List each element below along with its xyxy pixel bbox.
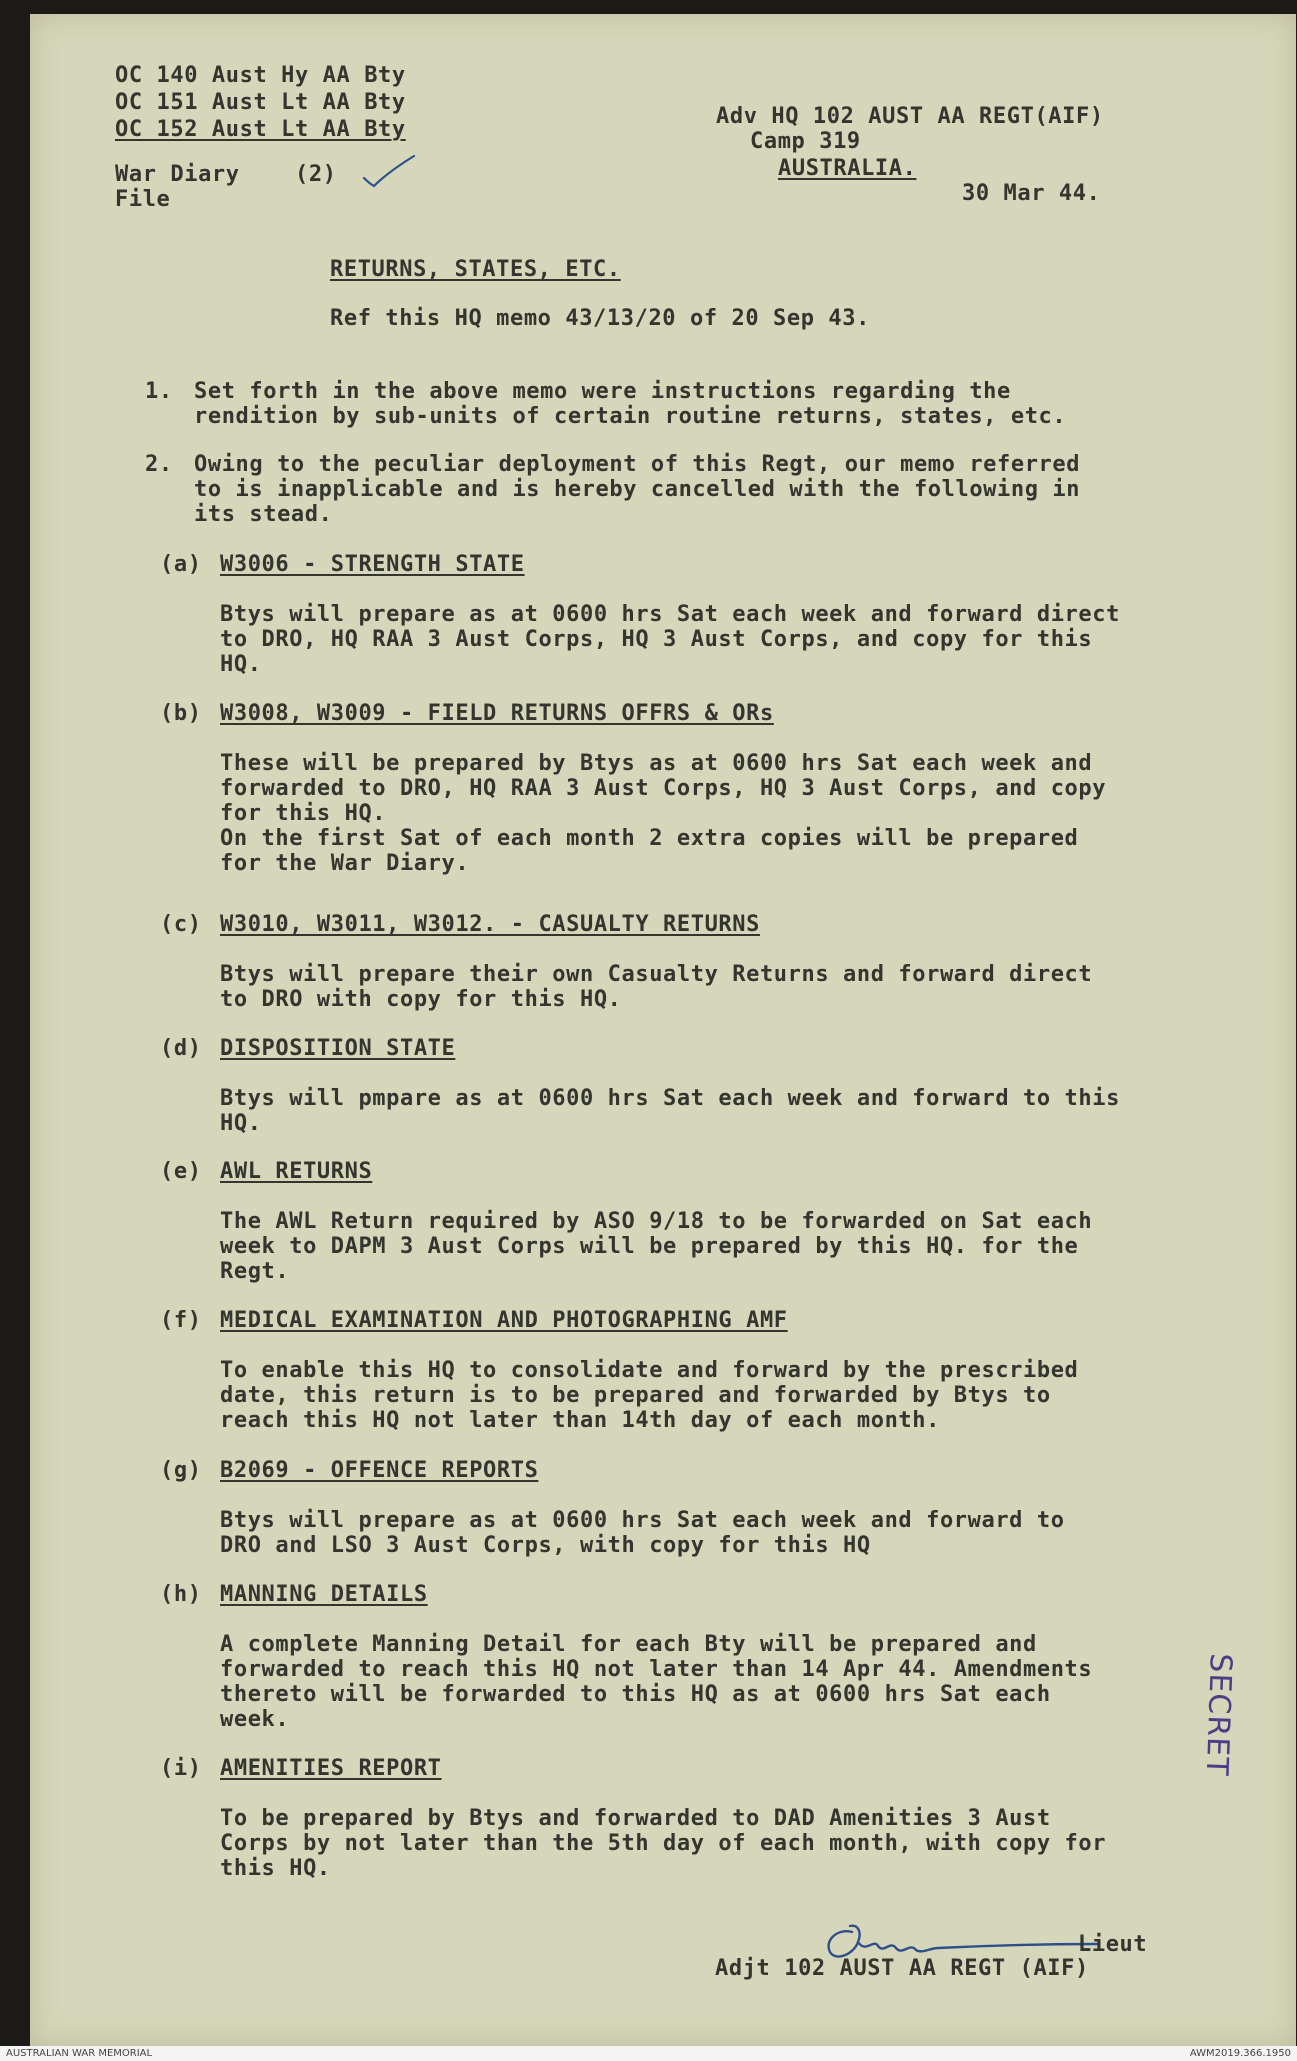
item-e-body xyxy=(220,1209,1092,1284)
document-page xyxy=(30,14,1296,2046)
sender-country: AUSTRALIA. xyxy=(778,156,917,181)
para-1-text xyxy=(194,379,1066,429)
item-a-line: to DRO, HQ RAA 3 Aust Corps, HQ 3 Aust Corps, and copy for this xyxy=(220,627,1093,652)
para-2-line: to is inapplicable and is hereby cancelled with the following in xyxy=(194,477,1081,502)
item-i-line: this HQ. xyxy=(220,1856,331,1881)
item-h-line: forwarded to reach this HQ not later than 14 Apr 44. Amendments xyxy=(220,1657,1093,1682)
item-i-line: Corps by not later than the 5th day of each month, with copy for xyxy=(220,1831,1107,1856)
sender-camp: Camp 319 xyxy=(750,129,861,154)
item-e-line: week to DAPM 3 Aust Corps will be prepared by this HQ. for the xyxy=(220,1234,1079,1259)
item-g-heading: B2069 - OFFENCE REPORTS xyxy=(220,1458,539,1483)
handwritten-check-icon xyxy=(360,152,420,192)
item-i-body xyxy=(220,1806,1106,1881)
sender-unit: Adv HQ 102 AUST AA REGT(AIF) xyxy=(716,104,1104,129)
item-h-line: thereto will be forwarded to this HQ as at 0600 hrs Sat each xyxy=(220,1682,1051,1707)
para-2-number: 2. xyxy=(145,452,173,477)
item-f-label: (f) xyxy=(160,1308,202,1333)
item-g-line: Btys will prepare as at 0600 hrs Sat each week and forward to xyxy=(220,1508,1065,1533)
reference-line: Ref this HQ memo 43/13/20 of 20 Sep 43. xyxy=(330,306,870,331)
item-f-line: date, this return is to be prepared and forwarded by Btys to xyxy=(220,1383,1051,1408)
para-2-line: its stead. xyxy=(194,502,333,527)
item-a-line: HQ. xyxy=(220,652,262,677)
signoff-title: Adjt 102 AUST AA REGT (AIF) xyxy=(715,1956,1089,1981)
item-b-line: for this HQ. xyxy=(220,801,387,826)
item-e-label: (e) xyxy=(160,1159,202,1184)
item-c-line: Btys will prepare their own Casualty Returns and forward direct xyxy=(220,962,1093,987)
para-1-line: Set forth in the above memo were instructions regarding the xyxy=(194,379,1011,404)
item-i-label: (i) xyxy=(160,1756,202,1781)
document-date: 30 Mar 44. xyxy=(962,181,1101,206)
item-f-heading: MEDICAL EXAMINATION AND PHOTOGRAPHING AMF xyxy=(220,1308,788,1333)
item-d-line: HQ. xyxy=(220,1111,262,1136)
item-c-line: to DRO with copy for this HQ. xyxy=(220,987,622,1012)
item-b-line: for the War Diary. xyxy=(220,851,470,876)
item-b-line: On the first Sat of each month 2 extra copies will be prepared xyxy=(220,826,1079,851)
item-d-heading: DISPOSITION STATE xyxy=(220,1036,456,1061)
item-b-label: (b) xyxy=(160,701,202,726)
copy-file: File xyxy=(115,187,171,212)
item-i-heading: AMENITIES REPORT xyxy=(220,1756,442,1781)
item-h-line: A complete Manning Detail for each Bty will be prepared and xyxy=(220,1632,1037,1657)
para-1-number: 1. xyxy=(145,379,173,404)
archive-footer xyxy=(0,2046,1297,2061)
item-a-label: (a) xyxy=(160,552,202,577)
item-i-line: To be prepared by Btys and forwarded to DAD Amenities 3 Aust xyxy=(220,1806,1051,1831)
footer-institution: AUSTRALIAN WAR MEMORIAL xyxy=(6,2048,153,2059)
item-c-heading: W3010, W3011, W3012. - CASUALTY RETURNS xyxy=(220,912,760,937)
copy-number: (2) xyxy=(295,162,337,187)
subject-heading: RETURNS, STATES, ETC. xyxy=(330,257,621,282)
item-a-heading: W3006 - STRENGTH STATE xyxy=(220,552,525,577)
item-h-line: week. xyxy=(220,1707,290,1732)
item-b-line: These will be prepared by Btys as at 0600 hrs Sat each week and xyxy=(220,751,1093,776)
item-g-body xyxy=(220,1508,1065,1558)
item-g-label: (g) xyxy=(160,1458,202,1483)
item-e-line: Regt. xyxy=(220,1259,290,1284)
item-d-label: (d) xyxy=(160,1036,202,1061)
secret-stamp: SECRET xyxy=(1198,1652,1238,1778)
item-f-line: To enable this HQ to consolidate and forward by the prescribed xyxy=(220,1358,1079,1383)
addressee-list xyxy=(115,62,406,143)
item-g-line: DRO and LSO 3 Aust Corps, with copy for this HQ xyxy=(220,1533,871,1558)
addressee-2: OC 151 Aust Lt AA Bty xyxy=(115,90,406,115)
footer-accession: AWM2019.366.1950 xyxy=(1189,2048,1291,2059)
item-f-body xyxy=(220,1358,1078,1433)
para-2-text xyxy=(194,452,1080,527)
item-c-label: (c) xyxy=(160,912,202,937)
item-f-line: reach this HQ not later than 14th day of each month. xyxy=(220,1408,940,1433)
item-h-label: (h) xyxy=(160,1582,202,1607)
addressee-3: OC 152 Aust Lt AA Bty xyxy=(115,117,406,142)
para-2-line: Owing to the peculiar deployment of this Regt, our memo referred xyxy=(194,452,1081,477)
copy-war-diary: War Diary xyxy=(115,162,240,187)
para-1-line: rendition by sub-units of certain routine returns, states, etc. xyxy=(194,404,1067,429)
item-c-body xyxy=(220,962,1092,1012)
addressee-1: OC 140 Aust Hy AA Bty xyxy=(115,63,406,88)
item-b-body xyxy=(220,751,1106,876)
item-b-heading: W3008, W3009 - FIELD RETURNS OFFRS & ORs xyxy=(220,701,774,726)
item-d-line: Btys will pmpare as at 0600 hrs Sat each week and forward to this xyxy=(220,1086,1120,1111)
item-d-body xyxy=(220,1086,1120,1136)
item-e-heading: AWL RETURNS xyxy=(220,1159,373,1184)
signoff-rank: Lieut xyxy=(1078,1932,1148,1957)
item-h-heading: MANNING DETAILS xyxy=(220,1582,428,1607)
item-a-body xyxy=(220,602,1120,677)
item-a-line: Btys will prepare as at 0600 hrs Sat each week and forward direct xyxy=(220,602,1120,627)
item-b-line: forwarded to DRO, HQ RAA 3 Aust Corps, HQ 3 Aust Corps, and copy xyxy=(220,776,1107,801)
item-e-line: The AWL Return required by ASO 9/18 to be forwarded on Sat each xyxy=(220,1209,1093,1234)
item-h-body xyxy=(220,1632,1092,1732)
